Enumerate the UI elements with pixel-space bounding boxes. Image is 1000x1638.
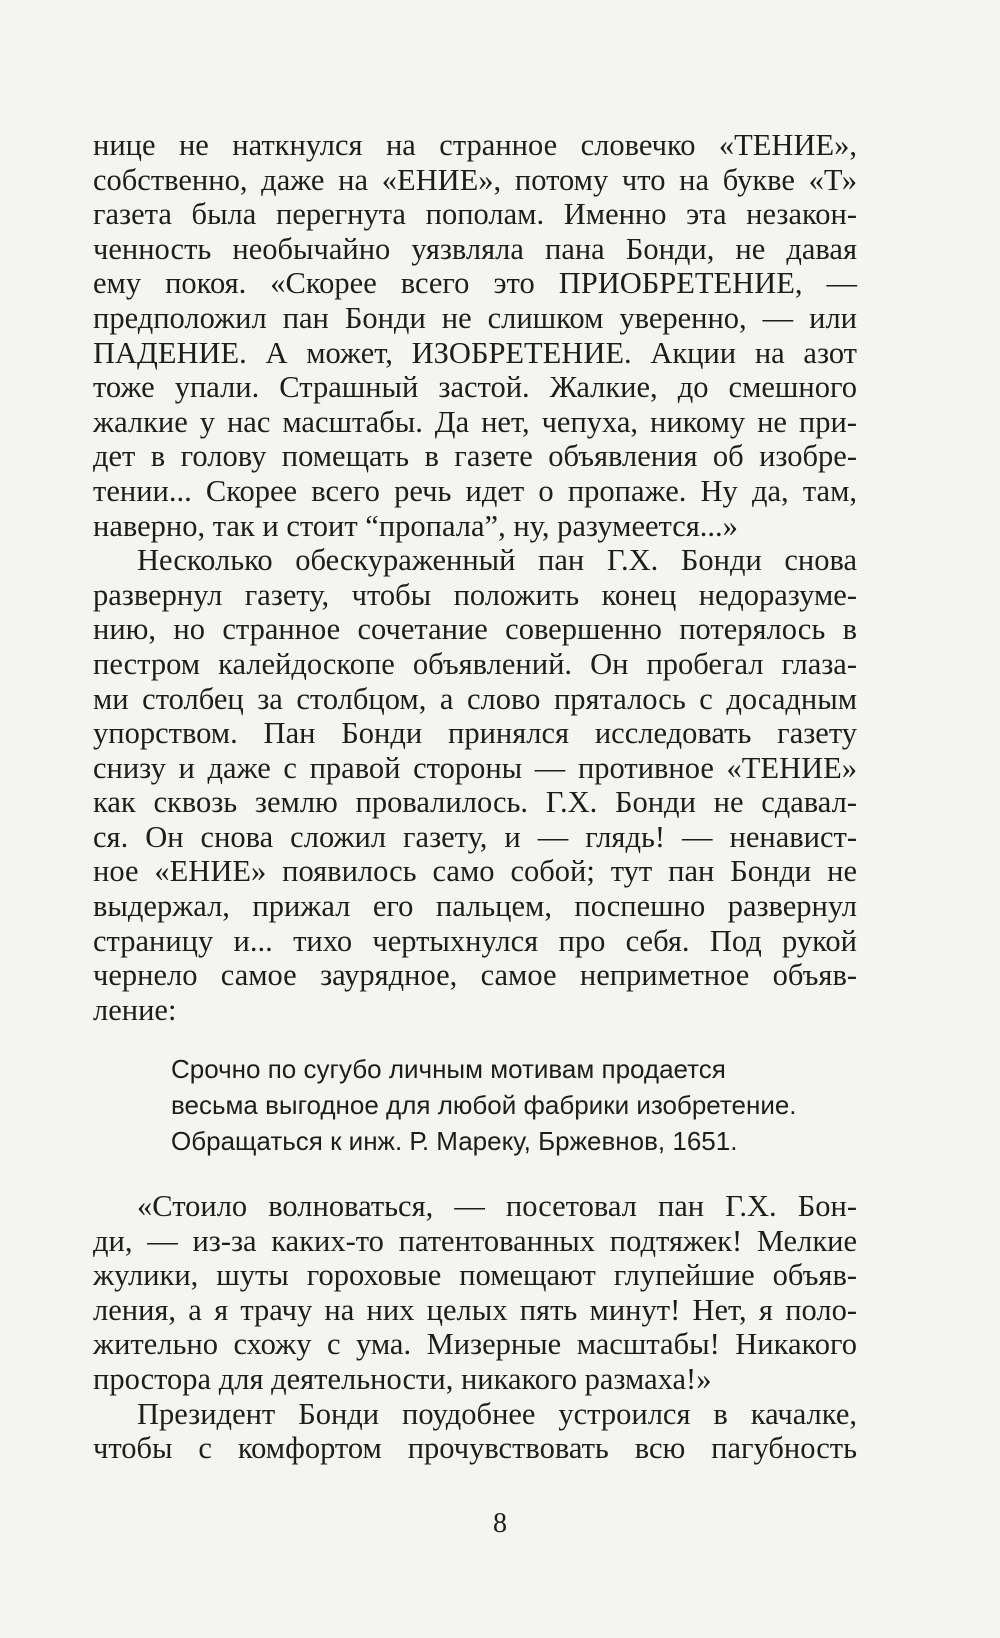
text-line: Несколько обескураженный пан Г.Х. Бонди снова <box>137 543 857 578</box>
text-line: ПАДЕНИЕ. А может, ИЗОБРЕТЕНИЕ. Акции на азот <box>93 335 857 370</box>
text-line: ление: <box>93 992 177 1027</box>
advertisement-line: весьма выгодное для любой фабрики изобретение. <box>171 1090 797 1120</box>
text-line: ное «ЕНИЕ» появилось само собой; тут пан Бонди не <box>93 854 857 889</box>
text-line: тении... Скорее всего речь идет о пропаже. Ну да, там, <box>93 473 857 508</box>
advertisement-line: Обращаться к инж. Р. Мареку, Бржевнов, 1651. <box>171 1126 738 1156</box>
text-block-main <box>93 128 857 1027</box>
text-line: жительно схожу с ума. Мизерные масштабы! Никакого <box>93 1327 857 1362</box>
text-line: чернело самое заурядное, самое неприметное объяв- <box>93 958 857 993</box>
text-line: ся. Он снова сложил газету, и — глядь! — ненавист- <box>93 819 857 854</box>
text-line: простора для деятельности, никакого размаха!» <box>93 1361 712 1396</box>
advertisement-line: Срочно по сугубо личным мотивам продается <box>171 1054 726 1084</box>
text-line: нице не наткнулся на странное словечко «ТЕНИЕ», <box>93 128 857 162</box>
text-line: жулики, шуты гороховые помещают глупейшие объяв- <box>93 1258 857 1293</box>
text-line: Президент Бонди поудобнее устроился в качалке, <box>137 1396 857 1431</box>
text-line: ми столбец за столбцом, а слово пряталось с досадным <box>93 681 857 716</box>
text-line: тоже упали. Страшный застой. Жалкие, до смешного <box>93 370 857 405</box>
text-line: ему покоя. «Скорее всего это ПРИОБРЕТЕНИЕ, — <box>93 266 857 301</box>
text-line: ления, а я трачу на них целых пять минут! Нет, я поло- <box>93 1292 857 1327</box>
text-line: газета была перегнута пополам. Именно эта незакон- <box>93 197 857 232</box>
text-line: ди, — из-за каких-то патентованных подтяжек! Мелкие <box>93 1223 857 1258</box>
text-line: выдержал, прижал его пальцем, поспешно развернул <box>93 889 857 924</box>
text-line: дет в голову помещать в газете объявления об изобре- <box>93 439 857 474</box>
advertisement-quote <box>171 1051 811 1159</box>
text-line: снизу и даже с правой стороны — противное «ТЕНИЕ» <box>93 750 857 785</box>
text-line: собственно, даже на «ЕНИЕ», потому что на букве «Т» <box>93 162 857 197</box>
text-line: страницу и... тихо чертыхнулся про себя. Под рукой <box>93 923 857 958</box>
text-line: жалкие у нас масштабы. Да нет, чепуха, никому не при- <box>93 404 857 439</box>
text-line: ченность необычайно уязвляла пана Бонди, не давая <box>93 231 857 266</box>
text-line: упорством. Пан Бонди принялся исследовать газету <box>93 716 857 751</box>
text-line: нию, но странное сочетание совершенно потерялось в <box>93 612 857 647</box>
text-line: «Стоило волноваться, — посетовал пан Г.Х. Бон- <box>137 1189 857 1223</box>
text-block-after <box>93 1189 857 1466</box>
text-line: предположил пан Бонди не слишком уверенно, — или <box>93 300 857 335</box>
text-line: пестром калейдоскопе объявлений. Он пробегал глаза- <box>93 646 857 681</box>
text-line: чтобы с комфортом прочувствовать всю пагубность <box>93 1431 857 1466</box>
text-line: наверно, так и стоит “пропала”, ну, разумеется...» <box>93 508 738 543</box>
text-line: развернул газету, чтобы положить конец недоразуме- <box>93 577 857 612</box>
text-line: как сквозь землю провалилось. Г.Х. Бонди не сдавал- <box>93 785 857 820</box>
page-number: 8 <box>493 1508 507 1539</box>
